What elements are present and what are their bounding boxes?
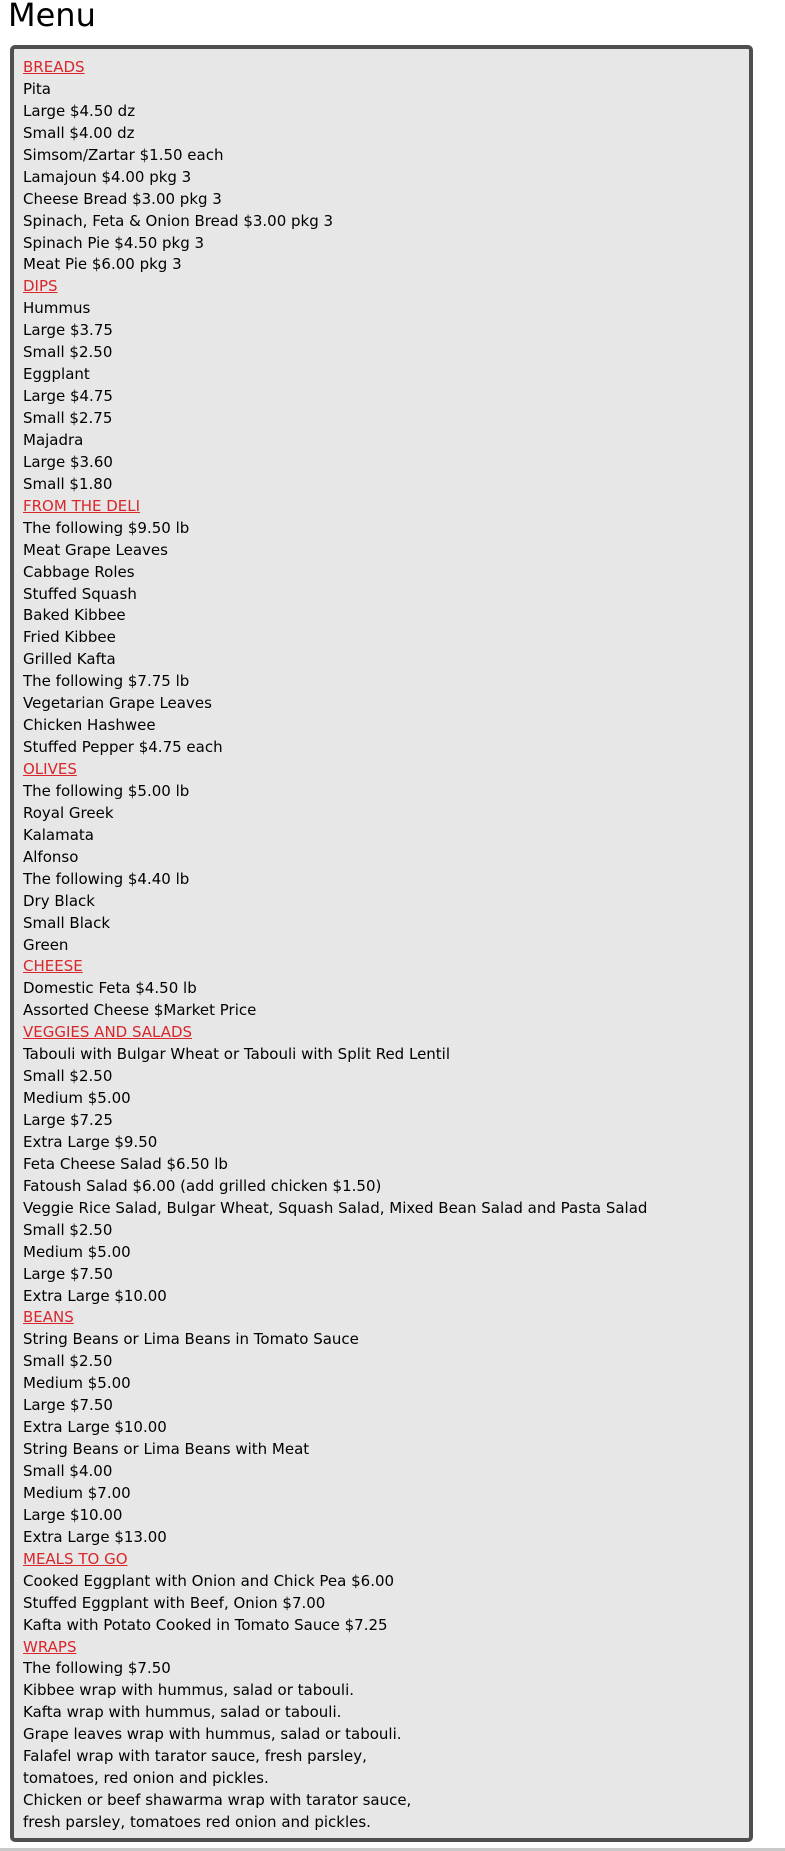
menu-item: Chicken Hashwee xyxy=(23,716,156,735)
menu-item: fresh parsley, tomatoes red onion and pickles. xyxy=(23,1813,371,1831)
menu-item: Alfonso xyxy=(23,847,79,866)
menu-item: Cheese Bread $3.00 pkg 3 xyxy=(23,189,222,208)
menu-item: Dry Black xyxy=(23,891,95,910)
menu-item: Spinach Pie $4.50 pkg 3 xyxy=(23,233,205,252)
menu-item: Eggplant xyxy=(23,365,90,384)
category-link-wraps[interactable]: WRAPS xyxy=(23,1637,77,1656)
category-link-cheese[interactable]: CHEESE xyxy=(23,957,83,976)
category-link-from-the-deli[interactable]: FROM THE DELI xyxy=(23,496,141,515)
menu-item: Vegetarian Grape Leaves xyxy=(23,694,212,713)
menu-item: Fried Kibbee xyxy=(23,628,116,647)
menu-item: Extra Large $10.00 xyxy=(23,1286,167,1305)
menu-item: Large $7.25 xyxy=(23,1111,113,1129)
menu-item: Grape leaves wrap with hummus, salad or tabouli. xyxy=(23,1725,402,1744)
menu-item: String Beans or Lima Beans with Meat xyxy=(23,1440,310,1459)
category-link-meals-to-go[interactable]: MEALS TO GO xyxy=(23,1549,128,1568)
menu-item: Lamajoun $4.00 pkg 3 xyxy=(23,167,192,186)
menu-item: Kibbee wrap with hummus, salad or tabouli. xyxy=(23,1681,355,1700)
menu-item: Small $2.50 xyxy=(23,1220,113,1239)
menu-item: Stuffed Eggplant with Beef, Onion $7.00 xyxy=(23,1593,326,1612)
menu-item: Small $1.80 xyxy=(23,474,113,493)
menu-item: Large $3.75 xyxy=(23,321,113,340)
menu-item: Small $2.75 xyxy=(23,409,113,427)
menu-item: Pita xyxy=(23,79,51,98)
menu-item: Medium $5.00 xyxy=(23,1089,131,1108)
menu-box xyxy=(10,45,753,1842)
menu-item: Assorted Cheese $Market Price xyxy=(23,1001,257,1020)
menu-item: Stuffed Pepper $4.75 each xyxy=(23,738,223,757)
category-link-dips[interactable]: DIPS xyxy=(23,277,58,296)
menu-item: Kalamata xyxy=(23,825,95,844)
menu-item: Small $4.00 dz xyxy=(23,123,135,142)
menu-item: Cabbage Roles xyxy=(23,562,135,581)
menu-item: Kafta wrap with hummus, salad or tabouli. xyxy=(23,1703,342,1722)
menu-item: Chicken or beef shawarma wrap with tarator sauce, xyxy=(23,1791,412,1810)
menu-item: Hummus xyxy=(23,299,91,318)
menu-item: The following $7.50 xyxy=(23,1659,171,1678)
menu-item: Fatoush Salad $6.00 (add grilled chicken $1.50) xyxy=(23,1176,382,1195)
menu-item: Meat Grape Leaves xyxy=(23,540,168,559)
menu-item: Large $7.50 xyxy=(23,1264,113,1283)
menu-item: Medium $7.00 xyxy=(23,1483,131,1502)
menu-item: Medium $5.00 xyxy=(23,1374,131,1393)
category-link-veggies-and-salads[interactable]: VEGGIES AND SALADS xyxy=(23,1023,193,1042)
menu-item: Green xyxy=(23,935,69,954)
menu-item: Large $4.75 xyxy=(23,387,113,406)
menu-item: Tabouli with Bulgar Wheat or Tabouli with Split Red Lentil xyxy=(23,1045,451,1064)
menu-item: The following $5.00 lb xyxy=(23,781,190,800)
menu-item: Large $4.50 dz xyxy=(23,101,136,120)
menu-item: String Beans or Lima Beans in Tomato Sauce xyxy=(23,1330,359,1349)
menu-item: Baked Kibbee xyxy=(23,606,126,625)
menu-item: Extra Large $13.00 xyxy=(23,1527,167,1546)
menu-item: Small $2.50 xyxy=(23,1067,113,1086)
menu-item: Small $4.00 xyxy=(23,1462,113,1480)
menu-item: Falafel wrap with tarator sauce, fresh parsley, xyxy=(23,1747,367,1766)
menu-item: The following $9.50 lb xyxy=(23,518,190,537)
menu-item: Grilled Kafta xyxy=(23,650,116,669)
menu-item: Meat Pie $6.00 pkg 3 xyxy=(23,255,182,274)
page-title: Menu xyxy=(8,0,96,34)
menu-item: Cooked Eggplant with Onion and Chick Pea $6.00 xyxy=(23,1571,395,1590)
menu-item: Kafta with Potato Cooked in Tomato Sauce $7.25 xyxy=(23,1615,388,1634)
menu-item: Stuffed Squash xyxy=(23,584,137,603)
menu-item: Small $2.50 xyxy=(23,343,113,362)
menu-item: The following $4.40 lb xyxy=(23,869,190,888)
menu-item: Large $7.50 xyxy=(23,1396,113,1415)
menu-item: Spinach, Feta & Onion Bread $3.00 pkg 3 xyxy=(23,211,334,230)
menu-item: The following $7.75 lb xyxy=(23,672,190,691)
menu-item: Majadra xyxy=(23,430,84,449)
menu-item: Small $2.50 xyxy=(23,1352,113,1371)
menu-item: tomatoes, red onion and pickles. xyxy=(23,1769,269,1788)
menu-item: Small Black xyxy=(23,913,111,932)
menu-item: Domestic Feta $4.50 lb xyxy=(23,979,197,998)
menu-item: Veggie Rice Salad, Bulgar Wheat, Squash Salad, Mixed Bean Salad and Pasta Salad xyxy=(23,1198,648,1217)
menu-item: Extra Large $10.00 xyxy=(23,1418,167,1437)
menu-item: Extra Large $9.50 xyxy=(23,1132,158,1151)
menu-item: Large $3.60 xyxy=(23,452,113,471)
category-link-beans[interactable]: BEANS xyxy=(23,1308,74,1327)
menu-item: Royal Greek xyxy=(23,803,114,822)
category-link-olives[interactable]: OLIVES xyxy=(23,760,77,778)
menu-item: Simsom/Zartar $1.50 each xyxy=(23,145,224,164)
menu-item: Feta Cheese Salad $6.50 lb xyxy=(23,1154,228,1173)
menu-item: Medium $5.00 xyxy=(23,1242,131,1261)
menu-item: Large $10.00 xyxy=(23,1505,123,1524)
category-link-breads[interactable]: BREADS xyxy=(23,58,85,76)
